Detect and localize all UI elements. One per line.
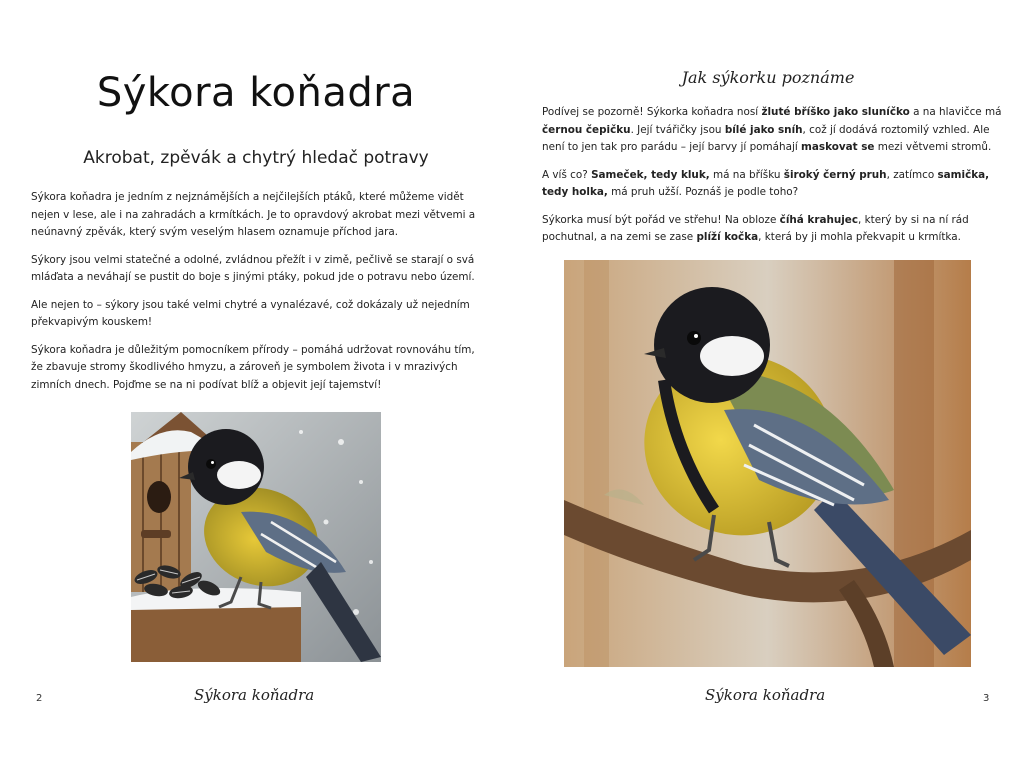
- paragraph: Sýkory jsou velmi statečné a odolné, zvládnou přežít i v zimě, pečlivě se starají o svá mláďata a neváhají se pustit do boje s jinými ptáky, pokud jde o potravu nebo území.: [31, 253, 475, 283]
- page-subtitle: Akrobat, zpěvák a chytrý hledač potravy: [83, 148, 429, 168]
- right-page: [512, 0, 1024, 768]
- paragraph: Sýkora koňadra je důležitým pomocníkem přírody – pomáhá udržovat rovnováhu tím, že zbavuje stromy škodlivého hmyzu, a zároveň je symbolem života i v mrazivých zimních dnech. Pojďme se na ni podívat blíž a objevit její tajemství!: [31, 343, 475, 391]
- great-tit-feeder-photo: [131, 412, 381, 662]
- page-number: 2: [36, 693, 43, 704]
- paragraph: Podívej se pozorně! Sýkorka koňadra nosí žluté bříško jako sluníčko a na hlavičce má černou čepičku. Její tvářičky jsou bílé jako sníh, což jí dodává roztomilý vzhled. Ale není to jen tak pro parádu – její barvy jí pomáhají maskovat se mezi větvemi stromů.: [542, 106, 1002, 153]
- paragraph: Sýkora koňadra je jedním z nejznámějších a nejčilejších ptáků, které můžeme vidět nejen v lese, ale i na zahradách a krmítkách. Je to opravdový akrobat mezi větvemi a neúnavný zpěvák, který svým veselým hlasem oznamuje příchod jara.: [31, 191, 476, 238]
- intro-text: [31, 189, 483, 404]
- page-number: 3: [983, 693, 990, 704]
- identification-text: [542, 104, 1002, 257]
- paragraph: A víš co? Sameček, tedy kluk, má na bříšku široký černý pruh, zatímco samička, tedy holka, má pruh užší. Poznáš je podle toho?: [542, 168, 990, 198]
- photo-caption: Sýkora koňadra: [705, 686, 826, 704]
- great-tit-branch-photo: [564, 260, 971, 667]
- photo-caption: Sýkora koňadra: [194, 686, 315, 704]
- section-heading: Jak sýkorku poznáme: [681, 68, 855, 87]
- page-title: Sýkora koňadra: [96, 70, 416, 116]
- paragraph: Sýkorka musí být pořád ve střehu! Na obloze číhá krahujec, který by si na ní rád pochutnal, a na zemi se zase plíží kočka, která by ji mohla překvapit u krmítka.: [542, 213, 969, 243]
- paragraph: Ale nejen to – sýkory jsou také velmi chytré a vynalézavé, což dokázaly už nejedním překvapivým kouskem!: [31, 298, 470, 328]
